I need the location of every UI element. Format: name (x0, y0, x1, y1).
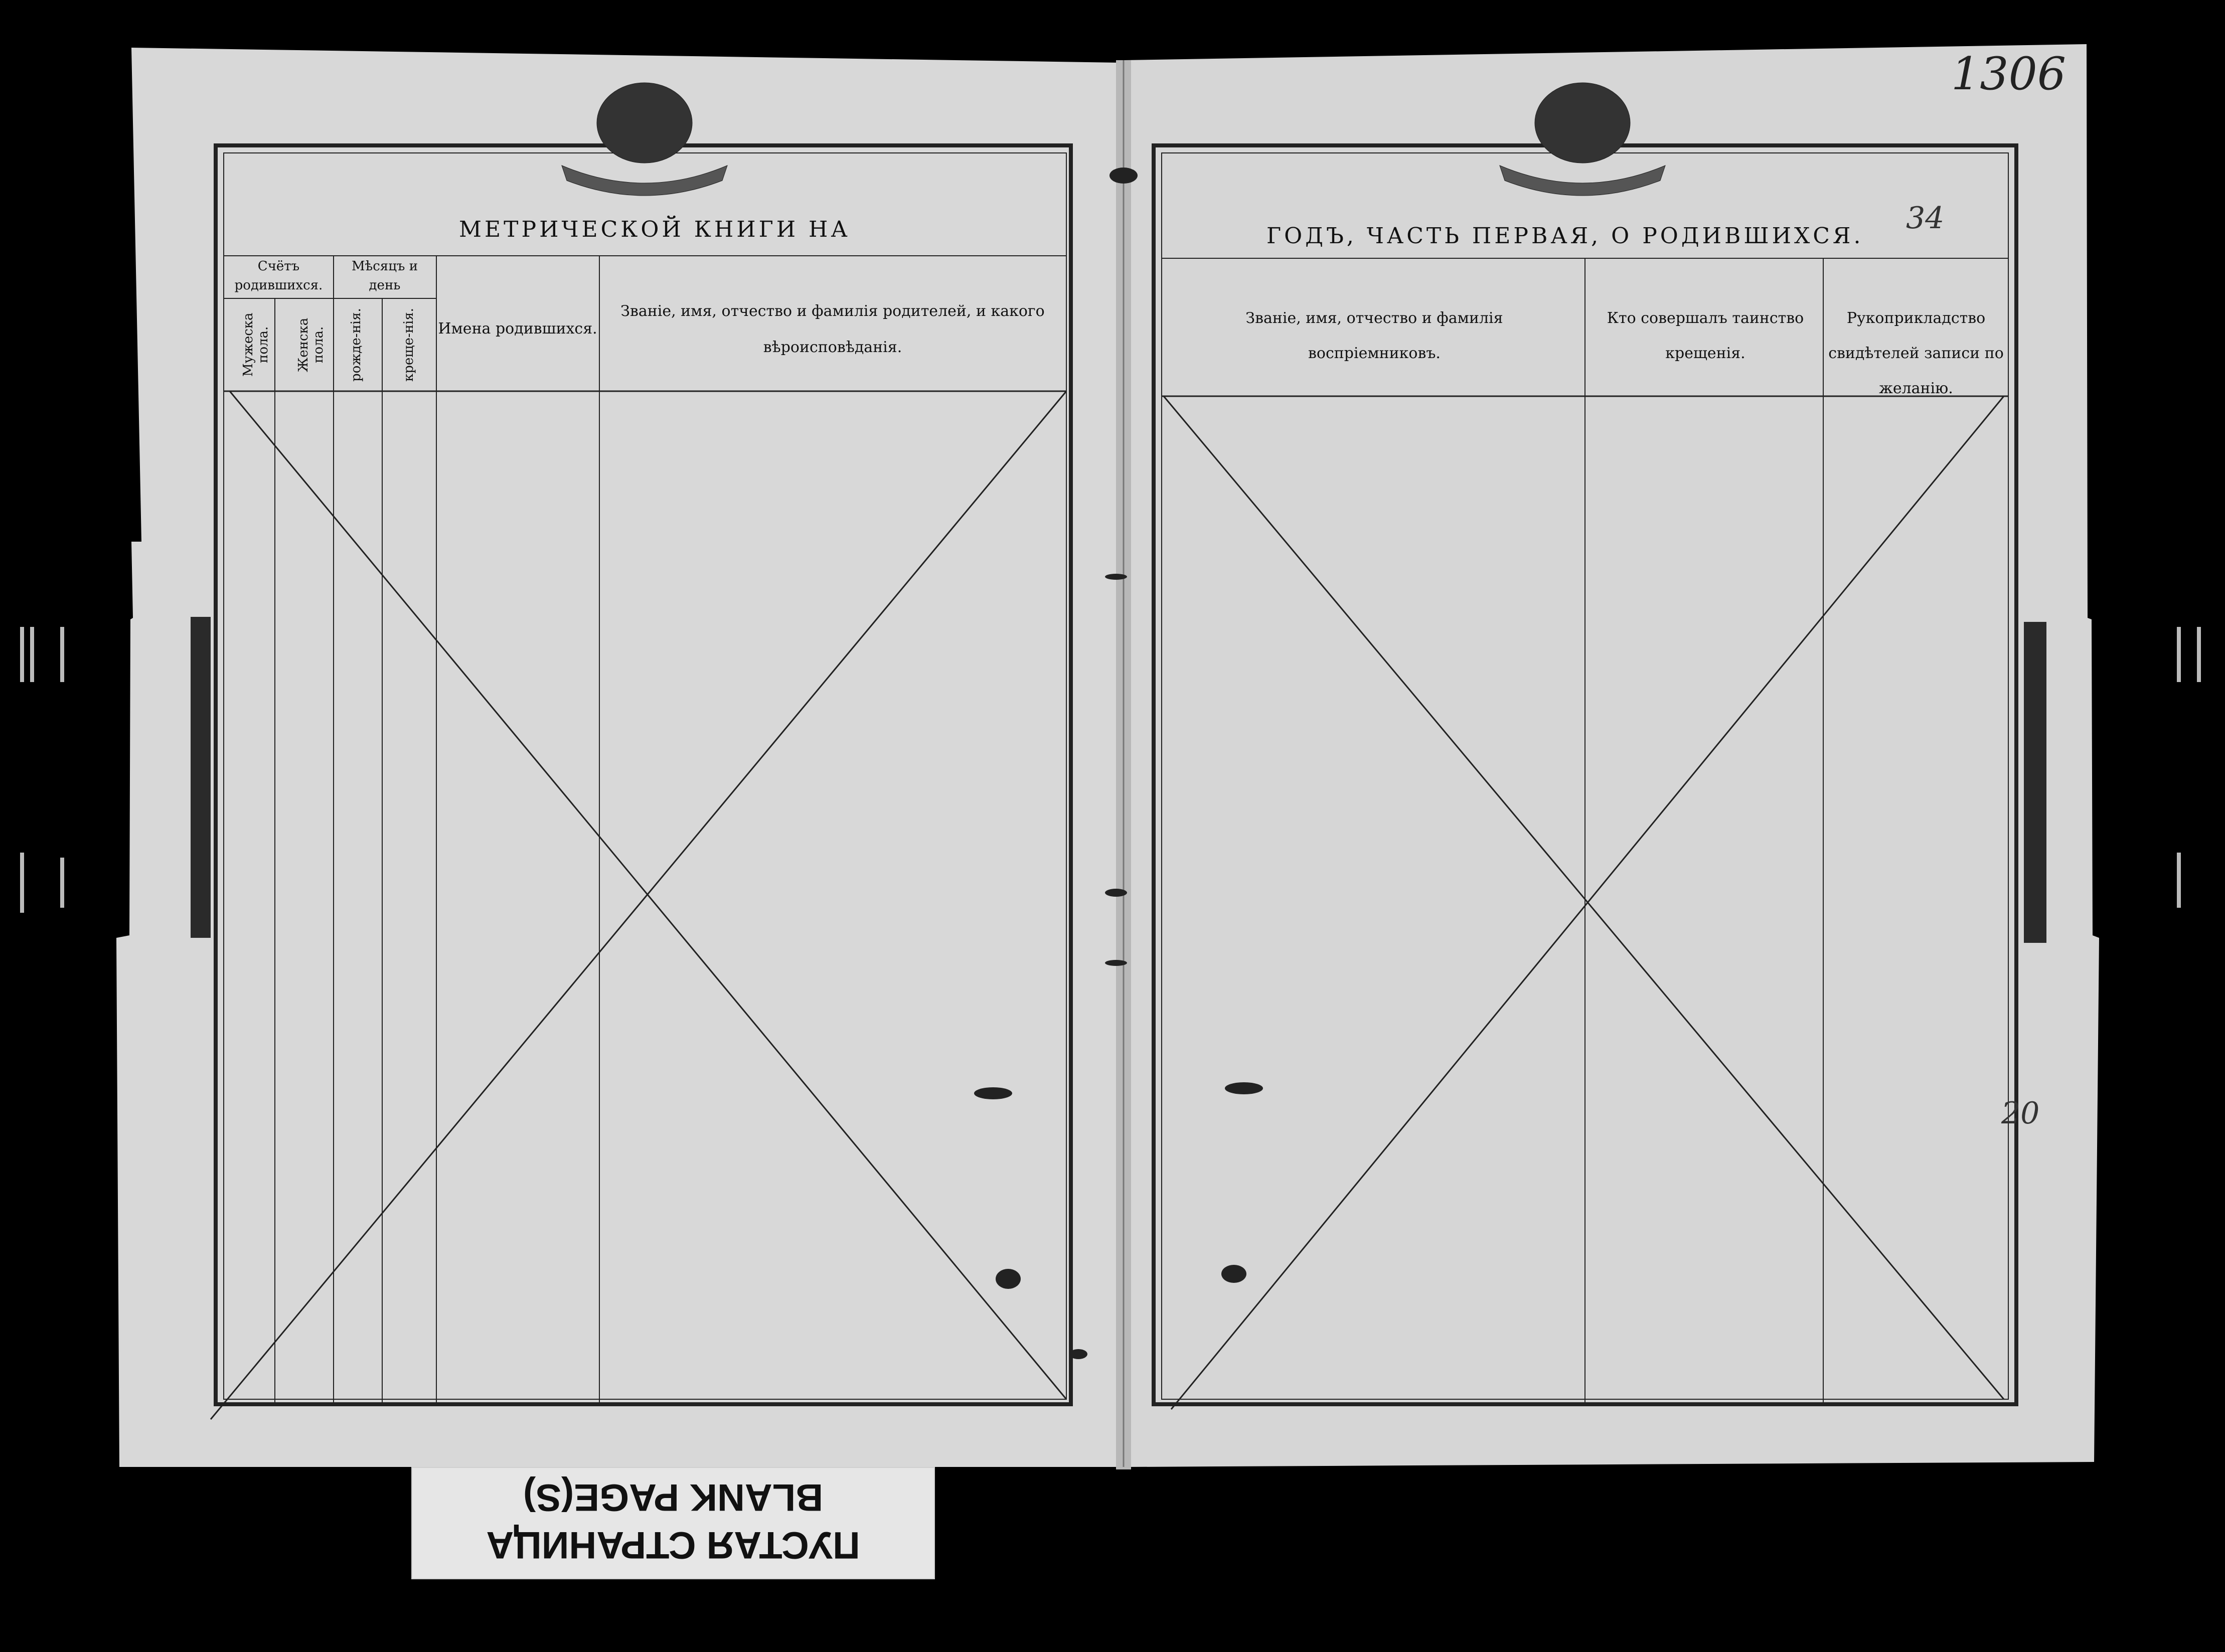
col-priest-heading: Кто совершалъ таинство крещенія. (1607, 309, 1804, 362)
col-birth-heading: рожде-нія. (349, 308, 364, 382)
group-count-heading: Счётъ родившихся. (234, 259, 323, 293)
page-number: 34 (1906, 201, 1945, 236)
header-left: МЕТРИЧЕСКОЙ КНИГИ НА (459, 217, 851, 242)
col-male-heading: Мужеска пола. (241, 312, 271, 377)
blank-page-card (411, 1467, 935, 1579)
card-line-english: BLANK PAGE(S) (523, 1476, 824, 1519)
col-names-heading: Имена родившихся. (438, 320, 597, 338)
group-date-heading: Мѣсяцъ и день (351, 259, 418, 293)
card-line-russian: ПУСТАЯ СТРАНИЦА (486, 1524, 860, 1566)
col-witnesses-heading: Рукоприкладство свидѣтелей записи по желанію. (1828, 309, 2004, 397)
col-baptism-heading: креще-нія. (401, 308, 416, 382)
col-godparents-heading: Званіе, имя, отчество и фамилія воспріемниковъ. (1245, 309, 1503, 362)
pencil-mark: 20 (2001, 1096, 2040, 1131)
header-right: ГОДЪ, ЧАСТЬ ПЕРВАЯ, О РОДИВШИХСЯ. (1266, 223, 1864, 249)
col-parents-heading: Званіе, имя, отчество и фамилія родителей, и какого вѣроисповѣданія. (620, 302, 1045, 356)
folio-number: 1306 (1951, 48, 2067, 100)
col-female-heading: Женска пола. (296, 317, 326, 372)
